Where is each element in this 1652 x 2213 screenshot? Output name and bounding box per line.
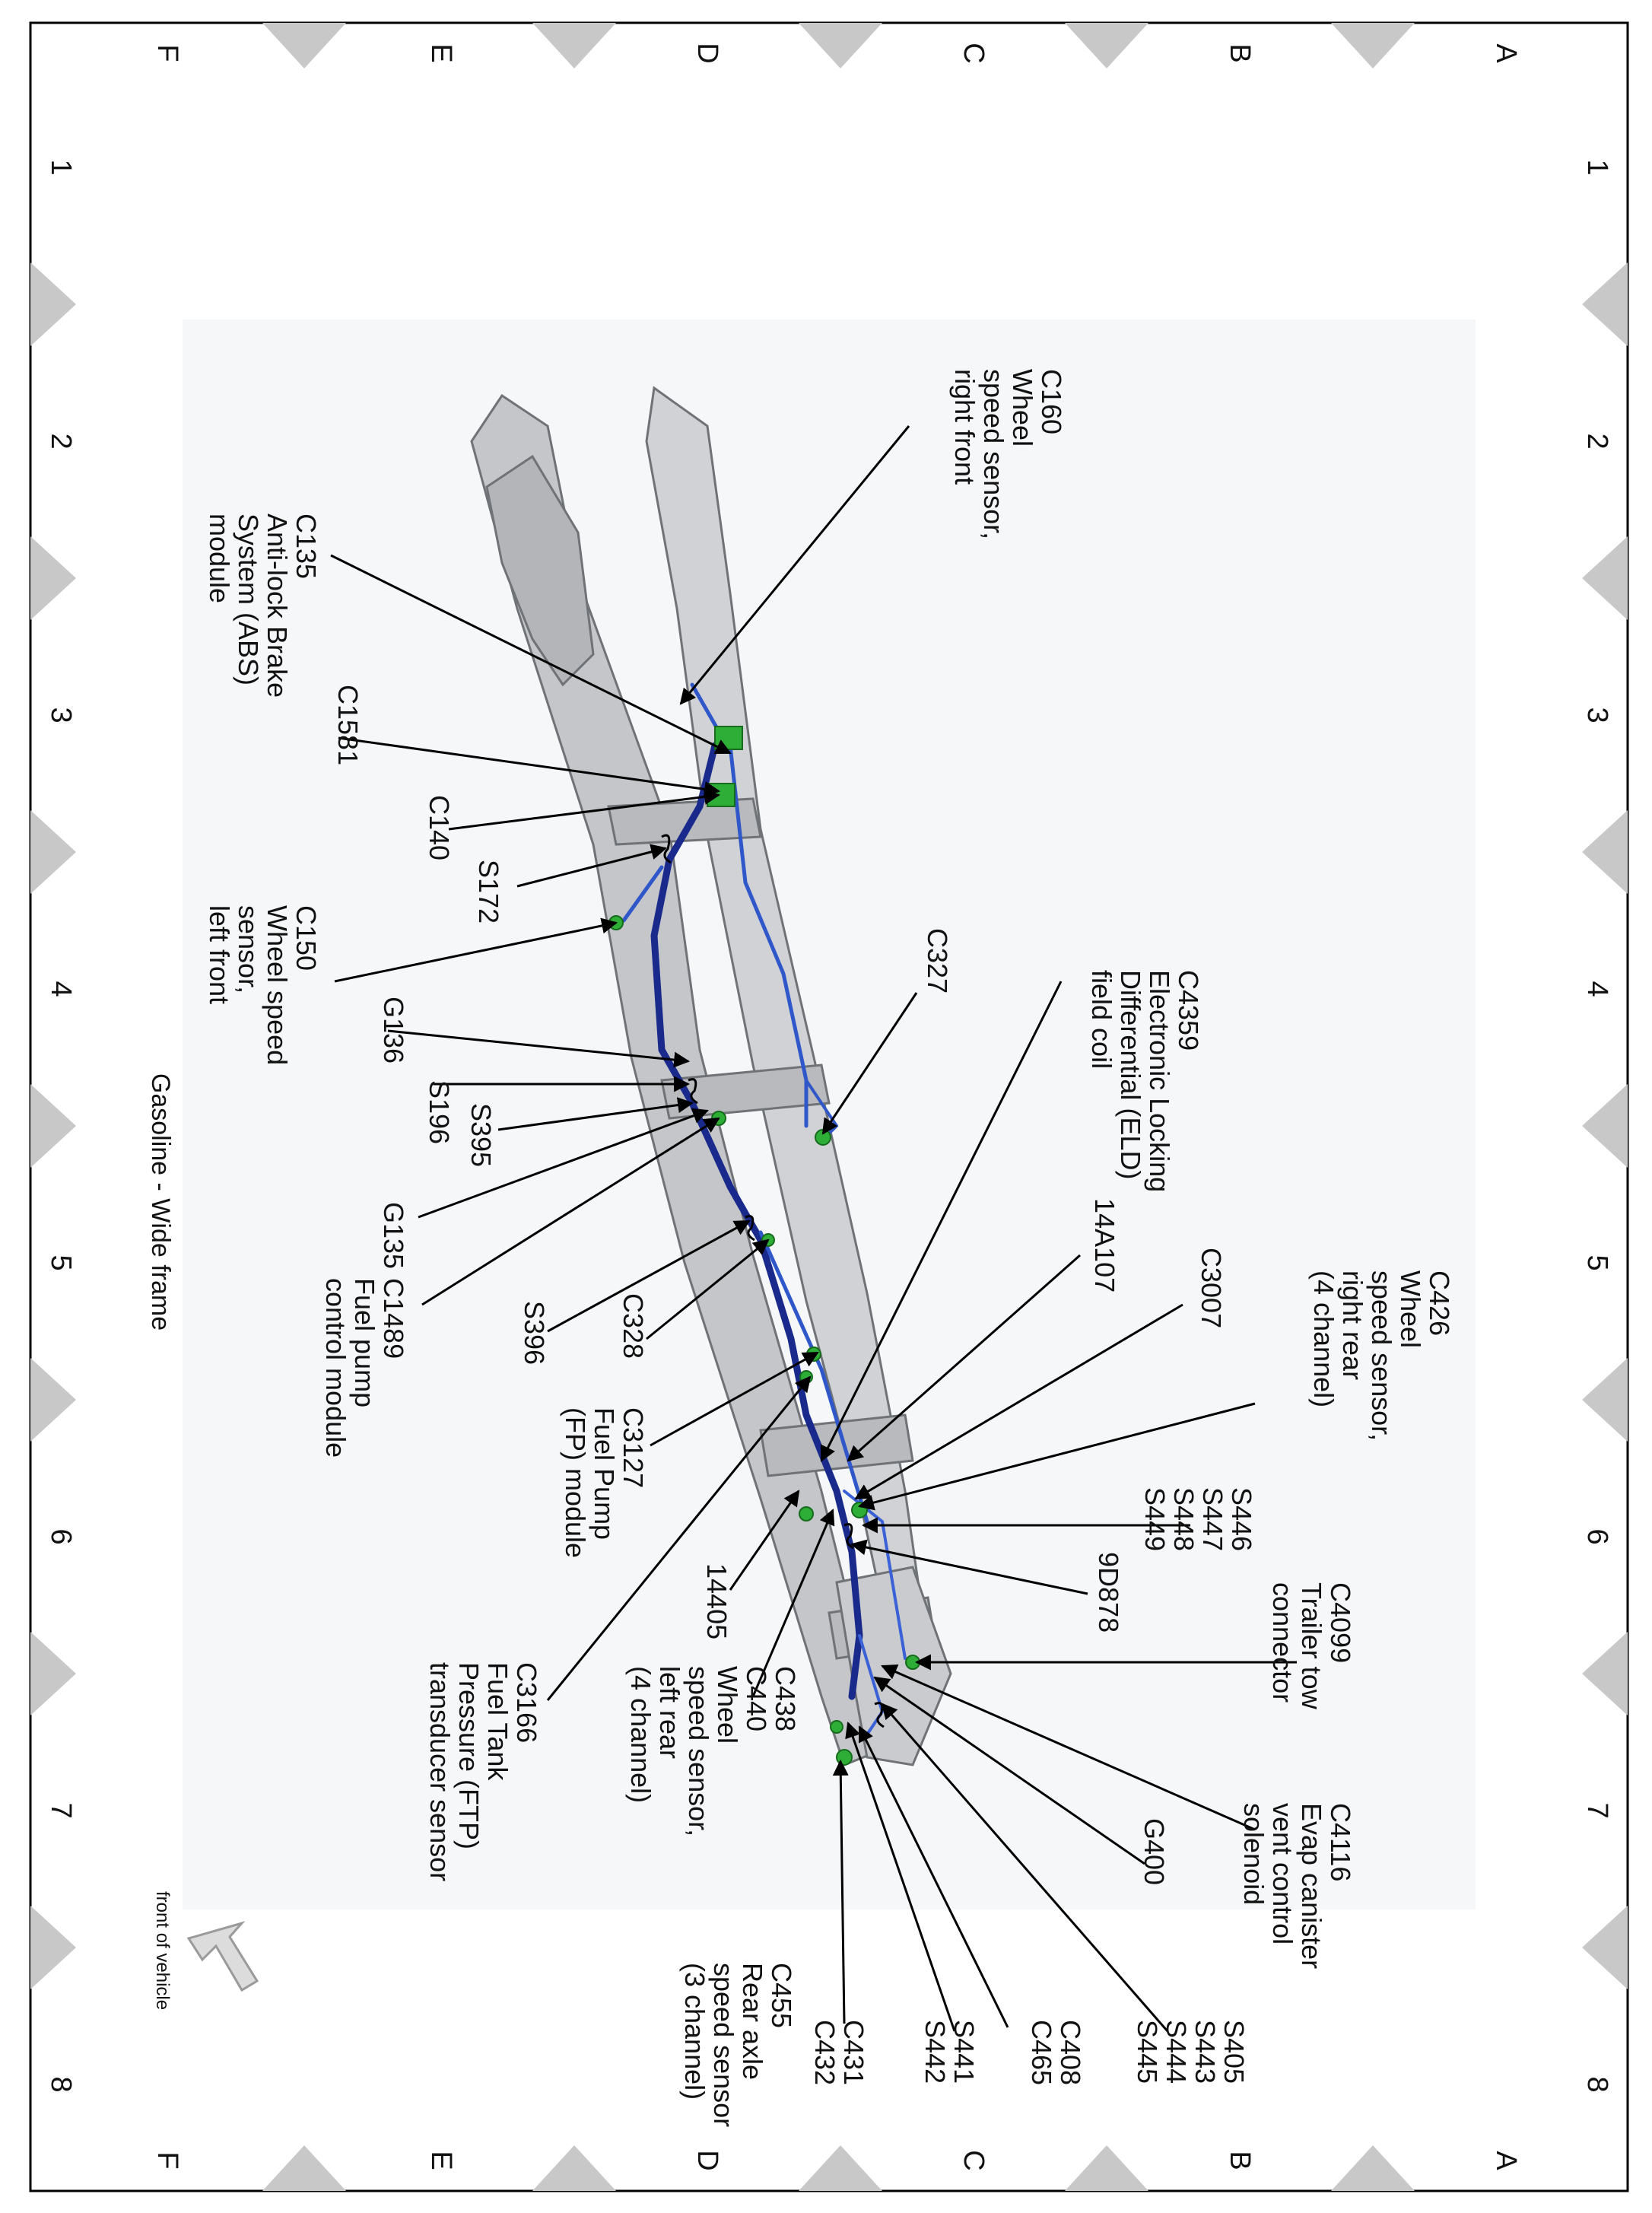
diagram-title: Gasoline - Wide frame [146, 1073, 175, 1331]
callout-line: C150 [291, 905, 322, 971]
grid-letter-bottom: F [151, 2151, 183, 2170]
grid-letter-bottom: A [1490, 2151, 1522, 2170]
callout-c140 [424, 795, 455, 860]
grid-triangle [30, 536, 76, 620]
grid-triangle [532, 23, 616, 68]
callout-s172 [473, 860, 504, 924]
grid-triangle [1331, 23, 1415, 68]
callout-line: Wheel [712, 1666, 743, 1744]
callout-line: (4 channel) [625, 1666, 656, 1804]
callout-line: Rear axle [737, 1963, 768, 2081]
grid-triangle [1582, 536, 1628, 620]
callout-line: 14405 [701, 1563, 732, 1640]
callout-s395 [465, 1103, 497, 1167]
callout-line: C1489 [378, 1278, 409, 1359]
callout-line: right rear [1337, 1270, 1368, 1381]
callout-line: S448 [1168, 1487, 1199, 1552]
callout-line: C160 [1036, 369, 1067, 435]
callout-line: C3127 [618, 1407, 649, 1489]
callout-line: C432 [809, 2020, 840, 2086]
callout-line: G136 [378, 997, 409, 1064]
grid-number-left: 2 [45, 433, 77, 450]
callout-line: left rear [654, 1666, 685, 1760]
grid-triangle [1582, 1084, 1628, 1168]
grid-triangle [1065, 23, 1148, 68]
callout-line: S445 [1132, 2020, 1163, 2084]
grid-number-right: 3 [1581, 707, 1613, 723]
grid-triangle [262, 23, 346, 68]
callout-line: Electronic Locking [1144, 970, 1175, 1193]
grid-triangle [1065, 2145, 1148, 2191]
callout-line: C4099 [1325, 1582, 1356, 1664]
grid-number-right: 6 [1581, 1528, 1613, 1545]
callout-line: 14A107 [1089, 1198, 1120, 1293]
grid-letter-bottom: D [691, 2150, 723, 2171]
callout-line: Wheel [1007, 369, 1038, 447]
grid-triangle [1582, 262, 1628, 346]
callout-line: Pressure (FTP) [453, 1662, 484, 1850]
callout-line: C431 [838, 2020, 869, 2086]
callout-line: Wheel [1395, 1270, 1426, 1349]
callout-c408 [1026, 2020, 1086, 2085]
callout-line: speed sensor, [683, 1666, 714, 1837]
callout-s441 [920, 2020, 980, 2084]
callout-line: C426 [1424, 1270, 1455, 1337]
callout-n14405 [701, 1563, 732, 1639]
callout-line: Fuel Tank [482, 1662, 513, 1781]
grid-number-right: 4 [1581, 981, 1613, 997]
callout-line: C455 [766, 1963, 797, 2029]
grid-triangle [1582, 1632, 1628, 1715]
callout-line: vent control [1267, 1803, 1298, 1945]
connector-c431 [831, 1721, 843, 1733]
callout-line: S395 [465, 1103, 497, 1168]
callout-c327 [922, 928, 953, 994]
callout-line: speed sensor [708, 1963, 739, 2128]
callout-line: left front [204, 905, 235, 1005]
grid-triangle [532, 2145, 616, 2191]
callout-line: C440 [741, 1666, 772, 1732]
callout-line: Fuel pump [349, 1278, 380, 1408]
grid-letter-top: D [691, 43, 723, 64]
callout-line: control module [320, 1278, 351, 1458]
grid-letter-top: C [958, 43, 990, 64]
grid-number-right: 7 [1581, 1802, 1613, 1819]
front-of-vehicle-label: front of vehicle [152, 1891, 173, 2011]
callout-line: transducer sensor [424, 1662, 456, 1882]
callout-line: sensor, [233, 905, 264, 994]
callout-line: (FP) module [560, 1407, 591, 1559]
callout-line: module [204, 514, 235, 604]
grid-triangle [1582, 1906, 1628, 1989]
grid-triangle [799, 23, 882, 68]
callout-line: G135 [378, 1202, 409, 1270]
grid-letter-top: A [1490, 43, 1522, 63]
connector-c455 [837, 1750, 852, 1765]
callout-g136 [378, 997, 409, 1064]
callout-g135 [378, 1202, 409, 1269]
connector-c438 [799, 1507, 813, 1521]
callout-line: C140 [424, 795, 455, 861]
callout-g400 [1139, 1818, 1170, 1885]
callout-line: Trailer tow [1296, 1582, 1327, 1709]
callout-line: C3166 [511, 1662, 542, 1744]
grid-triangle [1582, 810, 1628, 894]
grid-number-left: 7 [45, 1802, 77, 1819]
front-arrow-icon [189, 1923, 257, 1990]
callout-line: (4 channel) [1308, 1270, 1339, 1408]
grid-number-right: 1 [1581, 159, 1613, 176]
callout-line: Differential (ELD) [1115, 970, 1146, 1180]
callout-line: C465 [1026, 2020, 1057, 2086]
callout-c431 [809, 2020, 869, 2085]
grid-triangle [30, 262, 76, 346]
connector-abs-module [715, 727, 742, 749]
callout-line: Evap canister [1296, 1803, 1327, 1970]
grid-triangle [1331, 2145, 1415, 2191]
grid-triangle [1582, 1358, 1628, 1442]
callout-line: C438 [770, 1666, 801, 1732]
callout-line: S444 [1161, 2020, 1192, 2084]
grid-number-left: 3 [45, 707, 77, 723]
callout-line: C408 [1055, 2020, 1086, 2086]
callout-line: S442 [920, 2020, 951, 2084]
grid-triangle [30, 1632, 76, 1715]
callout-line: connector [1267, 1582, 1298, 1703]
callout-line: C328 [618, 1293, 649, 1359]
callout-line: S396 [519, 1301, 550, 1366]
grid-letter-top: F [151, 44, 183, 62]
callout-n14a107 [1089, 1198, 1120, 1293]
callout-line: C3007 [1196, 1248, 1227, 1329]
callout-line: Fuel Pump [589, 1407, 620, 1541]
callout-line: speed sensor, [1366, 1270, 1397, 1442]
grid-number-right: 8 [1581, 2076, 1613, 2093]
callout-c3007 [1196, 1248, 1227, 1328]
grid-triangle [30, 1084, 76, 1168]
grid-number-left: 4 [45, 981, 77, 997]
callout-line: speed sensor, [978, 369, 1009, 540]
callout-s405 [1132, 2020, 1250, 2084]
grid-triangle [30, 1358, 76, 1442]
callout-line: Wheel speed [262, 905, 293, 1066]
callout-line: field coil [1086, 970, 1117, 1070]
grid-letter-bottom: B [1224, 2151, 1256, 2170]
grid-number-left: 1 [45, 159, 77, 176]
callout-line: C135 [291, 514, 322, 580]
callout-s446 [1139, 1487, 1257, 1551]
callout-line: System (ABS) [233, 514, 264, 686]
callout-line: C327 [922, 928, 953, 994]
grid-triangle [799, 2145, 882, 2191]
callout-c455 [679, 1963, 797, 2127]
callout-line: 9D878 [1093, 1552, 1124, 1633]
callout-line: S446 [1226, 1487, 1257, 1552]
grid-letter-bottom: C [958, 2150, 990, 2171]
grid-triangle [30, 810, 76, 894]
callout-s396 [519, 1301, 550, 1365]
callout-line: S441 [948, 2020, 980, 2084]
grid-number-left: 8 [45, 2076, 77, 2093]
callout-c1581 [332, 685, 364, 765]
grid-number-right: 2 [1581, 433, 1613, 450]
callout-line: C1581 [332, 685, 364, 766]
callout-line: S447 [1197, 1487, 1228, 1552]
grid-triangle [30, 1906, 76, 1989]
callout-n9d878 [1093, 1552, 1124, 1633]
callout-line: S443 [1190, 2020, 1221, 2084]
callout-line: Anti-lock Brake [262, 514, 293, 698]
callout-line: right front [949, 369, 980, 485]
callout-line: solenoid [1238, 1803, 1269, 1906]
grid-letter-top: E [425, 43, 457, 63]
callout-line: S196 [424, 1080, 455, 1145]
grid-letter-bottom: E [425, 2151, 457, 2170]
callout-line: C4359 [1173, 970, 1204, 1051]
callout-line: (3 channel) [679, 1963, 710, 2100]
callout-line: S172 [473, 860, 504, 924]
callout-line: S449 [1139, 1487, 1171, 1552]
grid-number-left: 5 [45, 1254, 77, 1271]
callout-c328 [618, 1293, 649, 1359]
grid-triangle [262, 2145, 346, 2191]
callout-line: G400 [1139, 1818, 1170, 1886]
callout-line: C4116 [1325, 1803, 1356, 1882]
grid-letter-top: B [1224, 43, 1256, 63]
grid-number-left: 6 [45, 1528, 77, 1545]
callout-line: S405 [1218, 2020, 1250, 2084]
grid-number-right: 5 [1581, 1254, 1613, 1271]
callout-s196 [424, 1080, 455, 1144]
